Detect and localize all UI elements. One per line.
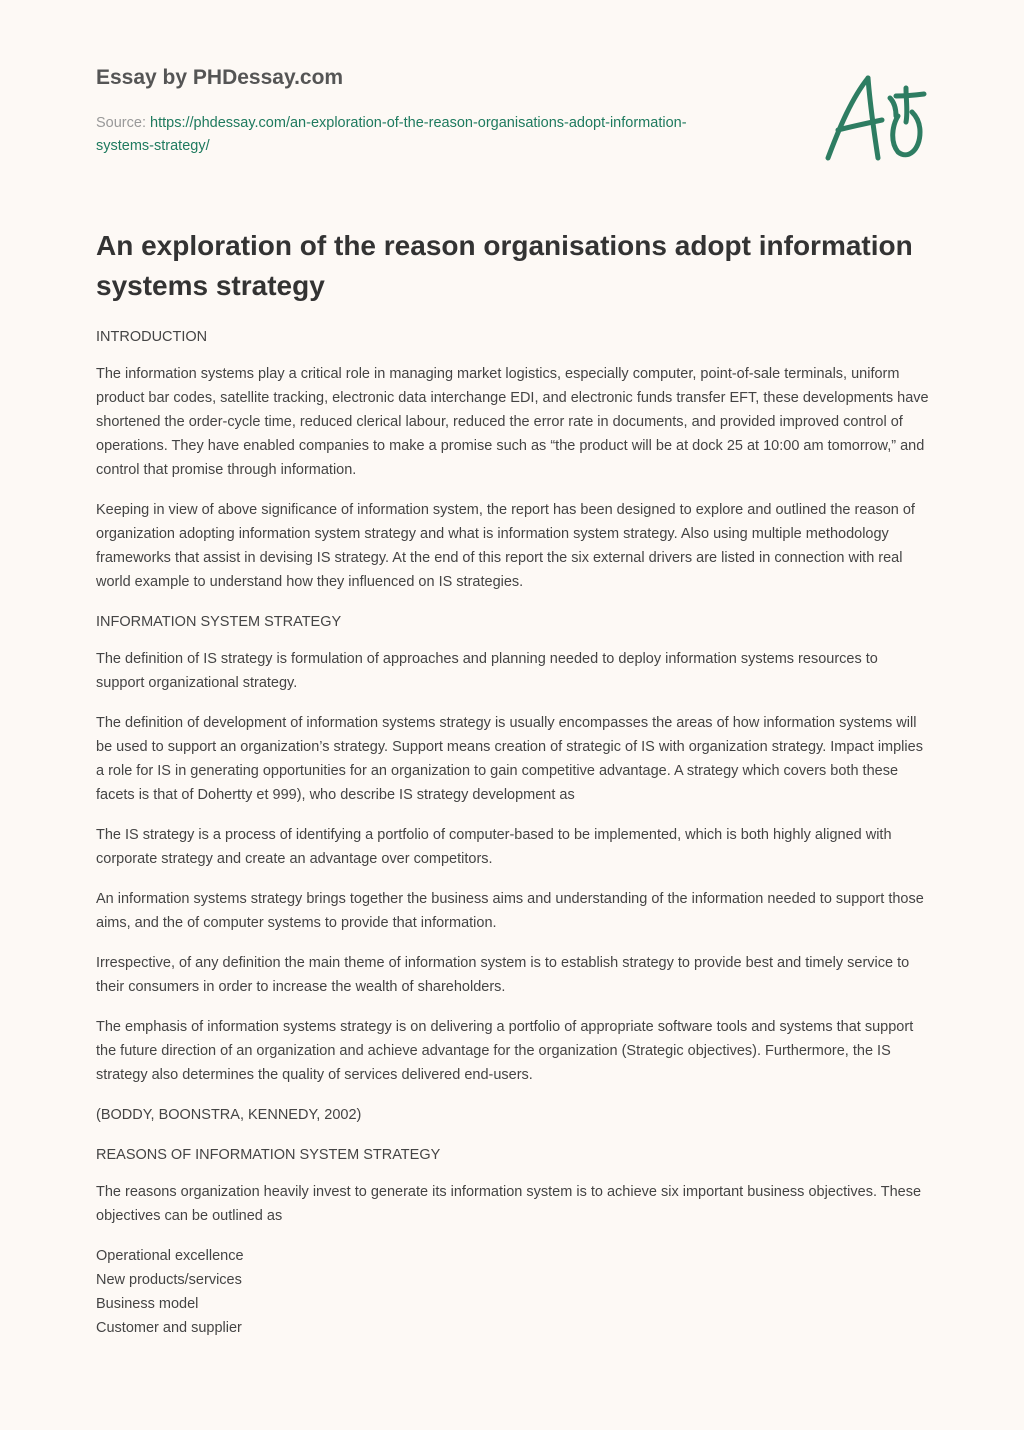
list-item: Business model: [96, 1296, 199, 1312]
a-plus-logo-icon: [820, 66, 930, 166]
paragraph: The information systems play a critical role in managing market logistics, especially computer, point-of-sale terminals, uniform product bar codes, satellite tracking, electronic data interchange EDI, and electronic funds transfer EFT, these developments have shortened the order-cycle time, reduced clerical labour, reduced the error rate in documents, and provided improved control of operations. They have enabled companies to make a promise such as “the product will be at dock 25 at 10:00 am tomorrow,” and control that promise through information.: [96, 366, 929, 478]
source-link[interactable]: https://phdessay.com/an-exploration-of-the-reason-organisations-adopt-information-systems-strategy/: [96, 115, 687, 154]
document-title: An exploration of the reason organisations adopt information systems strategy: [96, 230, 913, 301]
section-heading-reasons: REASONS OF INFORMATION SYSTEM STRATEGY: [96, 1147, 441, 1163]
paragraph: Keeping in view of above significance of information system, the report has been designed to explore and outlined the reason of organization adopting information system strategy and what is information system strategy. Also using multiple methodology frameworks that assist in devising IS strategy. At the end of this report the six external drivers are listed in connection with real world example to understand how they influenced on IS strategies.: [96, 502, 915, 590]
source-label: Source:: [96, 115, 146, 131]
citation: (BODDY, BOONSTRA, KENNEDY, 2002): [96, 1107, 362, 1123]
list-item: Customer and supplier: [96, 1320, 242, 1336]
paragraph: The definition of IS strategy is formulation of approaches and planning needed to deploy information systems resources to support organizational strategy.: [96, 651, 878, 691]
list-item: Operational excellence: [96, 1248, 244, 1264]
paragraph: The IS strategy is a process of identifying a portfolio of computer-based to be implemented, which is both highly aligned with corporate strategy and create an advantage over competitors.: [96, 827, 892, 867]
section-heading-introduction: INTRODUCTION: [96, 329, 208, 345]
list-item: New products/services: [96, 1272, 242, 1288]
source-line: [96, 112, 736, 158]
site-title: Essay by PHDessay.com: [96, 66, 344, 89]
section-heading-information-system-strategy: INFORMATION SYSTEM STRATEGY: [96, 614, 342, 630]
document-body: [96, 325, 930, 1340]
paragraph: The reasons organization heavily invest to generate its information system is to achieve six important business objectives. These objectives can be outlined as: [96, 1184, 922, 1224]
paragraph: The definition of development of information systems strategy is usually encompasses the areas of how information systems will be used to support an organization’s strategy. Support means creation of strategic of IS with organization strategy. Impact implies a role for IS in generating opportunities for an organization to gain competitive advantage. A strategy which covers both these facets is that of Dohertty et 999), who describe IS strategy development as: [96, 715, 923, 803]
paragraph: The emphasis of information systems strategy is on delivering a portfolio of appropriate software tools and systems that support the future direction of an organization and achieve advantage for the organization (Strategic objectives). Furthermore, the IS strategy also determines the quality of services delivered end-users.: [96, 1019, 914, 1083]
paragraph: Irrespective, of any definition the main theme of information system is to establish strategy to provide best and timely service to their consumers in order to increase the wealth of shareholders.: [96, 955, 910, 995]
paragraph: An information systems strategy brings together the business aims and understanding of the information needed to support those aims, and the of computer systems to provide that information.: [96, 891, 924, 931]
objectives-list: [96, 1244, 930, 1340]
